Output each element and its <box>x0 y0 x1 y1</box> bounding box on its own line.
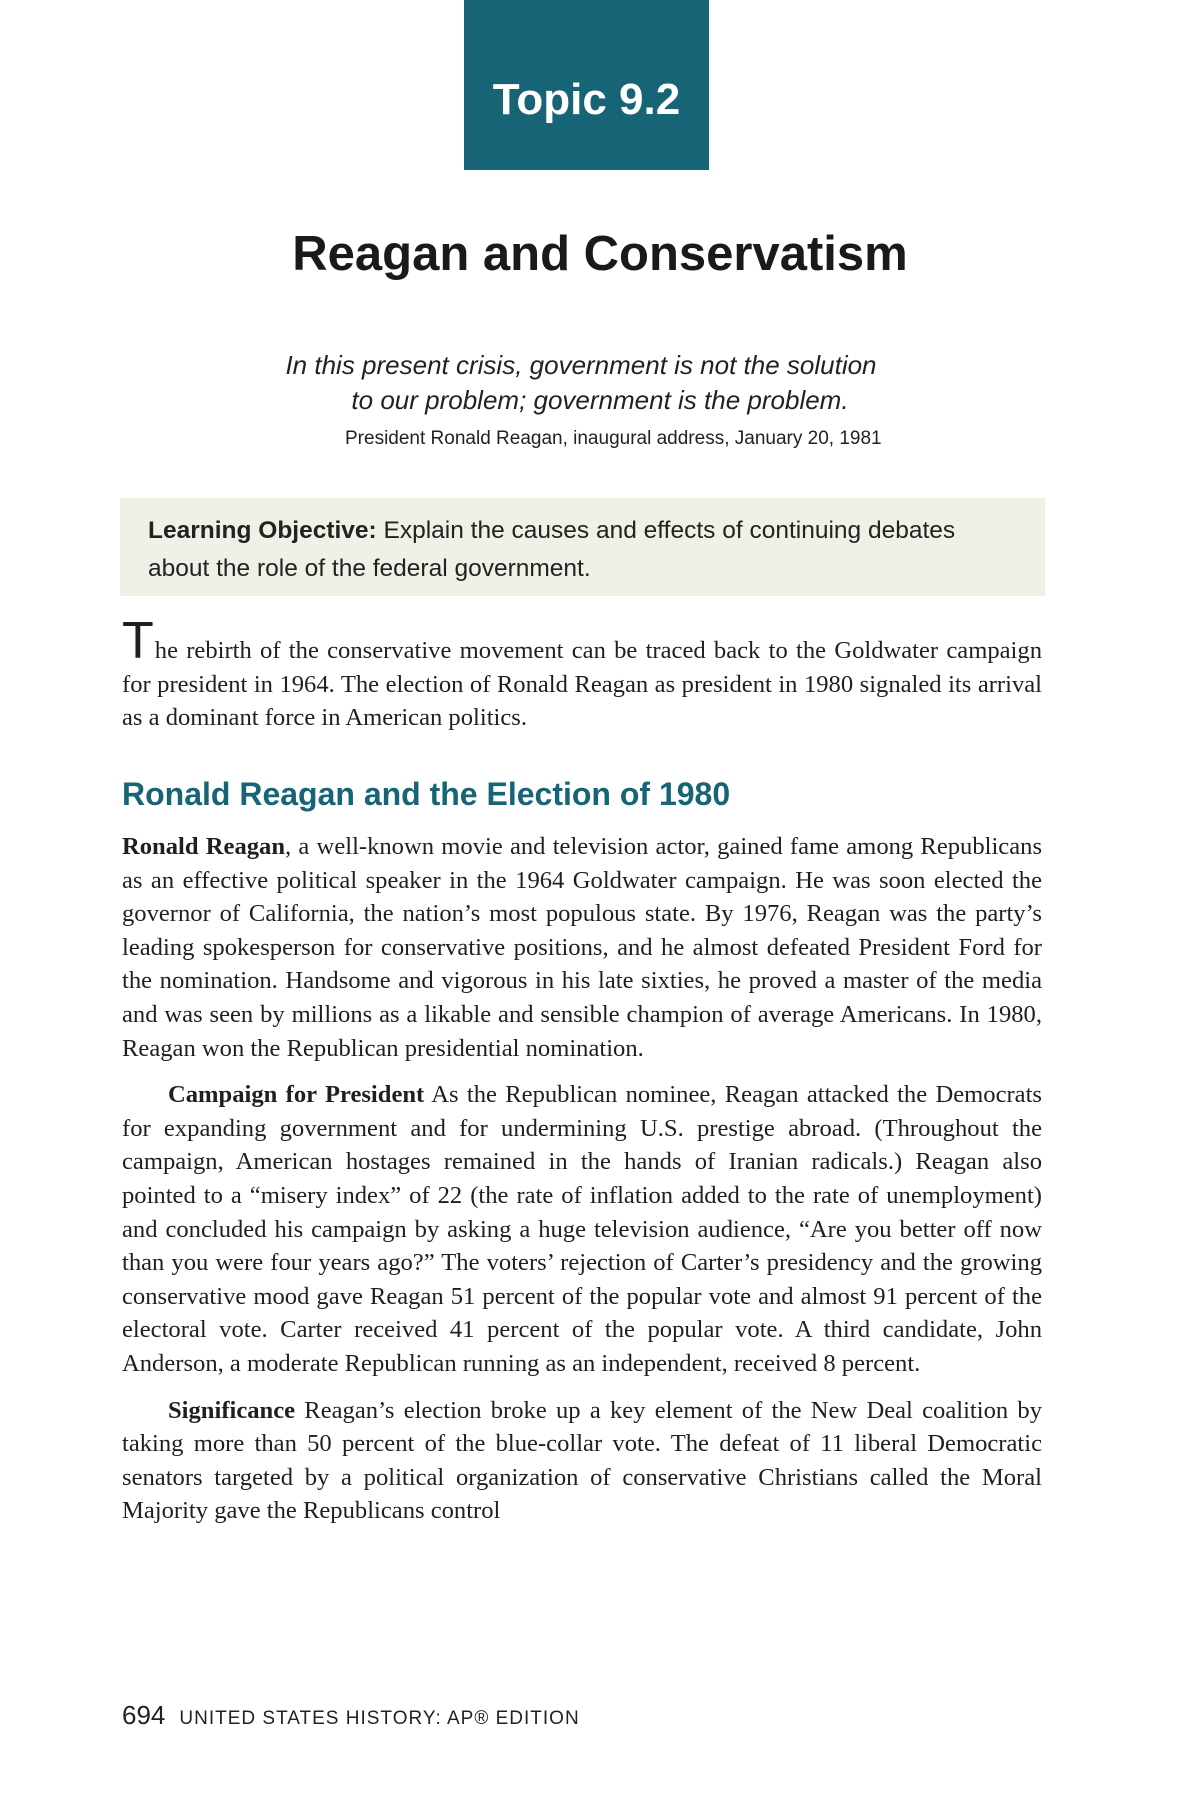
term-campaign-for-president: Campaign for President <box>168 1081 425 1109</box>
paragraph-text: Reagan’s election broke up a key element of the New Deal coalition by taking more than 50 percent of the blue-collar vote. The defeat of 11 liberal Democratic senators targeted by a political organization of conservative Christians called the Moral Majority gave the Republicans control <box>122 1396 1042 1525</box>
drop-cap: T <box>122 612 154 670</box>
learning-objective-text: Explain the causes and effects of continuing debates about the role of the federal government. <box>148 517 956 582</box>
term-ronald-reagan: Ronald Reagan <box>122 833 286 860</box>
topic-label: Topic 9.2 <box>464 0 709 170</box>
epigraph-line-2: to our problem; government is the problem. <box>351 385 849 415</box>
learning-objective-box <box>120 498 1045 596</box>
epigraph <box>0 348 1200 418</box>
section-body <box>122 830 1042 1541</box>
paragraph-text: As the Republican nominee, Reagan attacked the Democrats for expanding government and for undermining U.S. prestige abroad. (Throughout the campaign, American hostages remained in the hands of Iranian radicals.) Reagan also pointed to a “misery index” of 22 (the rate of inflation added to the rate of unemployment) and concluded his campaign by asking a huge television audience, “Are you better off now than you were four years ago?” The voters’ rejection of Carter’s presidency and the growing conservative mood gave Reagan 51 percent of the popular vote and almost 91 percent of the electoral vote. Carter received 41 percent of the popular vote. A third candidate, John Anderson, a moderate Republican running as an independent, received 8 percent. <box>122 1081 1042 1377</box>
book-title: UNITED STATES HISTORY: AP® EDITION <box>179 1708 580 1729</box>
page-title: Reagan and Conservatism <box>292 227 908 281</box>
paragraph-reagan <box>122 830 1042 1065</box>
epigraph-line-1: In this present crisis, government is not the solution <box>285 350 877 380</box>
epigraph-attribution: President Ronald Reagan, inaugural address, January 20, 1981 <box>345 428 882 449</box>
page-number: 694 <box>122 1700 166 1730</box>
paragraph-campaign <box>122 1078 1042 1380</box>
intro-text: he rebirth of the conservative movement can be traced back to the Goldwater campaign for president in 1964. The election of Ronald Reagan as president in 1980 signaled its arrival as a dominant force in American politics. <box>122 637 1042 732</box>
paragraph-text: , a well-known movie and television actor, gained fame among Republicans as an effective political speaker in the 1964 Goldwater campaign. He was soon elected the governor of California, the nation’s most populous state. By 1976, Reagan was the party’s leading spokesperson for conservative positions, and he almost defeated President Ford for the nomination. Handsome and vigorous in his late sixties, he proved a master of the media and was seen by millions as a likable and sensible champion of average Americans. In 1980, Reagan won the Republican presidential nomination. <box>122 833 1043 1062</box>
learning-objective-label: Learning Objective: <box>148 517 377 544</box>
page-footer <box>122 1700 580 1731</box>
paragraph-significance <box>122 1394 1042 1528</box>
term-significance: Significance <box>168 1396 296 1424</box>
intro-paragraph <box>122 612 1042 735</box>
section-heading: Ronald Reagan and the Election of 1980 <box>122 776 731 812</box>
